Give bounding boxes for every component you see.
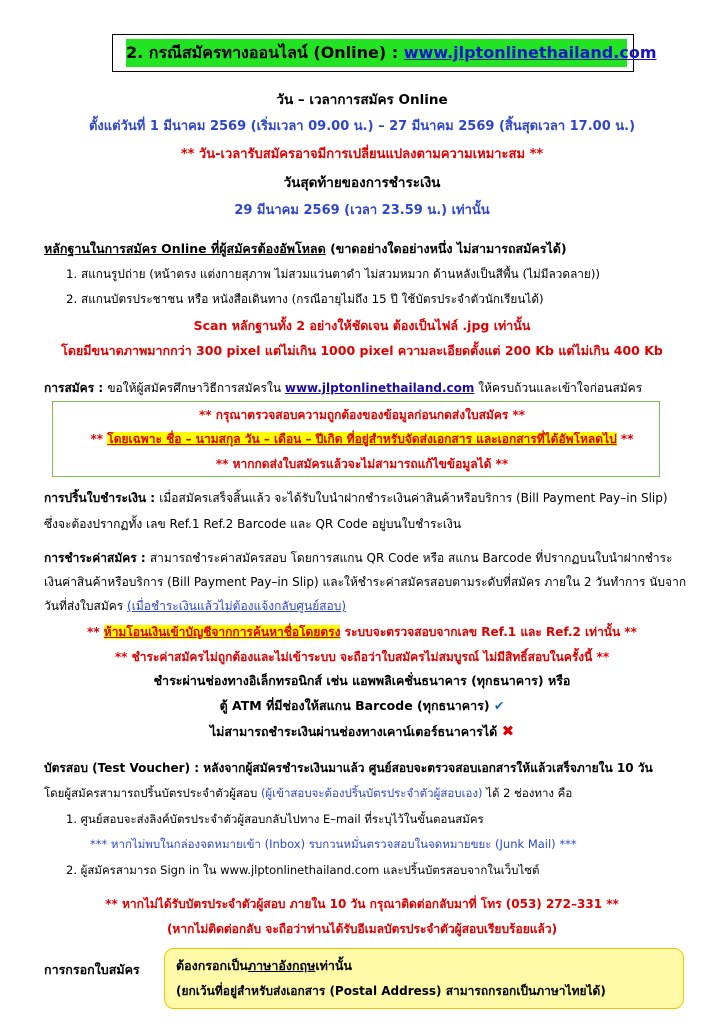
payment-deadline: 29 มีนาคม 2569 (เวลา 23.59 น.) เท่านั้น — [234, 203, 490, 218]
header-link[interactable]: www.jlptonlinethailand.com — [403, 43, 657, 62]
voucher-text: หลังจากผู้สมัครชำระเงินมาแล้ว ศูนย์สอบจะตรวจสอบเอกสารให้แล้วเสร็จภายใน 10 วัน — [203, 761, 653, 775]
voucher-contact-1: ** หากไม่ได้รับบัตรประจำตัวผู้สอบ ภายใน 10 วัน กรุณาติดต่อกลับมาที่ โทร (053) 272–331 ** — [105, 897, 619, 911]
fee-warning-suffix: ระบบจะตรวจสอบจากเลข Ref.1 และ Ref.2 เท่านั้น ** — [340, 625, 637, 639]
evidence-heading-text: หลักฐานในการสมัคร Online ที่ผู้สมัครต้องอัพโหลด — [44, 241, 326, 256]
voucher-item-1-note: *** หากไม่พบในกล่องจดหมายเข้า (Inbox) รบกวนหมั่นตรวจสอบในจดหมายขยะ (Junk Mail) *** — [90, 837, 577, 851]
warning-line-1: ** กรุณาตรวจสอบความถูกต้องของข้อมูลก่อนกดส่งใบสมัคร ** — [198, 408, 526, 422]
fee-warning-highlight: ห้ามโอนเงินเข้าบัญชีจากการค้นหาชื่อโดยตรง — [103, 625, 341, 639]
header-banner — [126, 39, 657, 67]
form-fill-line-1 — [176, 958, 352, 974]
voucher-line-2 — [44, 785, 572, 801]
evidence-heading-note: (ขาดอย่างใดอย่างหนึ่ง ไม่สามารถสมัครได้) — [325, 241, 567, 256]
fee-warning-prefix: ** — [87, 625, 104, 639]
evidence-item: 2. สแกนบัตรประชาชน หรือ หนังสือเดินทาง (กรณีอายุไม่ถึง 15 ปี ใช้บัตรประจำตัวนักเรียนได้) — [66, 292, 544, 306]
fee-warning-2: ** ชำระค่าสมัครไม่ถูกต้องและไม่เข้าระบบ จะถือว่าใบสมัครไม่สมบูรณ์ ไม่มีสิทธิ์สอบในครั้งนี้ ** — [114, 650, 610, 664]
apply-link[interactable]: www.jlptonlinethailand.com — [284, 381, 475, 395]
warning-line-2 — [0, 431, 724, 447]
voucher-item-1: 1. ศูนย์สอบจะส่งลิงค์บัตรประจำตัวผู้สอบกลับไปทาง E–mail ที่ระบุไว้ในขั้นตอนสมัคร — [66, 812, 484, 826]
payment-channel-2-text: ตู้ ATM ที่มีช่องให้สแกน Barcode (ทุกธนาคาร) — [219, 698, 494, 713]
voucher-label: บัตรสอบ (Test Voucher) : — [44, 761, 204, 775]
fee-label: การชำระค่าสมัคร : — [44, 551, 150, 565]
warning-line-3: ** หากกดส่งใบสมัครแล้วจะไม่สามารถแก้ไขข้อมูลได้ ** — [215, 457, 509, 471]
fee-warning-1 — [0, 624, 724, 640]
print-slip-label: การปริ้นใบชำระเงิน : — [44, 491, 160, 505]
voucher-line-1 — [44, 760, 653, 776]
print-slip-line-1 — [44, 490, 668, 506]
voucher-contact-2: (หากไม่ติดต่อกลับ จะถือว่าท่านได้รับอีเมลบัตรประจำตัวผู้สอบเรียบร้อยแล้ว) — [166, 922, 558, 936]
voucher-line-2-a: โดยผู้สมัครสามารถปริ้นบัตรประจำตัวผู้สอบ — [44, 786, 261, 800]
fee-line-3-text: วันที่ส่งใบสมัคร — [44, 599, 128, 613]
form-fill-text-a: ต้องกรอกเป็น — [176, 958, 248, 973]
check-icon: ✔ — [493, 698, 505, 713]
warning-prefix: ** — [90, 432, 108, 446]
warning-suffix: ** — [616, 432, 634, 446]
fee-text: สามารถชำระค่าสมัครสอบ โดยการสแกน QR Code หรือ สแกน Barcode ที่ปรากฏบนใบนำฝากชำระ — [149, 551, 673, 565]
print-slip-text: เมื่อสมัครเสร็จสิ้นแล้ว จะได้รับใบนำฝากชำระเงินค่าสินค้าหรือบริการ (Bill Payment Pay–in Slip) — [159, 491, 668, 505]
form-fill-english: ภาษาอังกฤษ — [247, 958, 316, 973]
apply-text: ขอให้ผู้สมัครศึกษาวิธีการสมัครใน — [107, 381, 285, 395]
header-title: 2. กรณีสมัครทางออนไลน์ (Online) : — [126, 43, 404, 62]
apply-text-after: ให้ครบถ้วนและเข้าใจก่อนสมัคร — [474, 381, 643, 395]
schedule-dates: ตั้งแต่วันที่ 1 มีนาคม 2569 (เริ่มเวลา 09.00 น.) – 27 มีนาคม 2569 (สิ้นสุดเวลา 17.00 น.) — [88, 119, 636, 134]
schedule-notice: ** วัน-เวลารับสมัครอาจมีการเปลี่ยนแปลงตามความเหมาะสม ** — [180, 147, 544, 162]
voucher-line-2-b: ได้ 2 ช่องทาง คือ — [482, 786, 573, 800]
scan-note: Scan หลักฐานทั้ง 2 อย่างให้ชัดเจน ต้องเป็นไฟล์ .jpg เท่านั้น — [193, 318, 531, 333]
apply-line — [44, 380, 642, 396]
schedule-title: วัน – เวลาการสมัคร Online — [276, 92, 448, 108]
form-fill-text-b: เท่านั้น — [315, 958, 352, 973]
payment-channel-3 — [0, 723, 724, 740]
form-fill-label: การกรอกใบสมัคร — [44, 962, 140, 977]
warning-highlight: โดยเฉพาะ ชื่อ – นามสกุล วัน – เดือน – ปีเกิด ที่อยู่สำหรับจัดส่งเอกสาร และเอกสารที่ได้อัพโหลดไป — [107, 432, 617, 446]
size-note: โดยมีขนาดภาพมากกว่า 300 pixel แต่ไม่เกิน 1000 pixel ความละเอียดตั้งแต่ 200 Kb แต่ไม่เกิน 400 Kb — [61, 343, 663, 358]
print-slip-line-2: ซึ่งจะต้องปรากฏทั้ง เลข Ref.1 Ref.2 Barcode และ QR Code อยู่บนใบชำระเงิน — [44, 517, 462, 531]
form-fill-line-2: (ยกเว้นที่อยู่สำหรับส่งเอกสาร (Postal Address) สามารถกรอกเป็นภาษาไทยได้) — [176, 984, 606, 998]
payment-channel-1: ชำระผ่านช่องทางอิเล็กทรอนิกส์ เช่น แอพพลิเคชั่นธนาคาร (ทุกธนาคาร) หรือ — [153, 673, 571, 688]
fee-line-2: เงินค่าสินค้าหรือบริการ (Bill Payment Pay–in Slip) และให้ชำระค่าสมัครสอบตามระดับที่สมัคร ภายใน 2 วันทำการ นับจาก — [44, 575, 687, 589]
fee-line-1 — [44, 550, 673, 566]
apply-label: การสมัคร : — [44, 381, 108, 395]
fee-no-notify-note: (เมื่อชำระเงินแล้วไม่ต้องแจ้งกลับศูนย์สอบ) — [127, 599, 347, 613]
fee-line-3 — [44, 598, 346, 614]
evidence-heading — [44, 241, 567, 257]
payment-channel-2 — [0, 698, 724, 714]
evidence-item: 1. สแกนรูปถ่าย (หน้าตรง แต่งกายสุภาพ ไม่สวมแว่นตาดำ ไม่สวมหมวก ด้านหลังเป็นสีพื้น (ไม่มีลวดลาย)) — [66, 267, 601, 281]
cross-icon: ✖ — [501, 722, 515, 740]
voucher-note: (ผู้เข้าสอบจะต้องปริ้นบัตรประจำตัวผู้สอบเอง) — [260, 786, 483, 800]
payment-title: วันสุดท้ายของการชำระเงิน — [283, 175, 441, 191]
voucher-item-2: 2. ผู้สมัครสามารถ Sign in ใน www.jlptonlinethailand.com และปริ้นบัตรสอบจากในเว็บไซต์ — [66, 863, 540, 877]
payment-channel-3-text: ไม่สามารถชำระเงินผ่านช่องทางเคาน์เตอร์ธนาคารได้ — [209, 724, 502, 739]
